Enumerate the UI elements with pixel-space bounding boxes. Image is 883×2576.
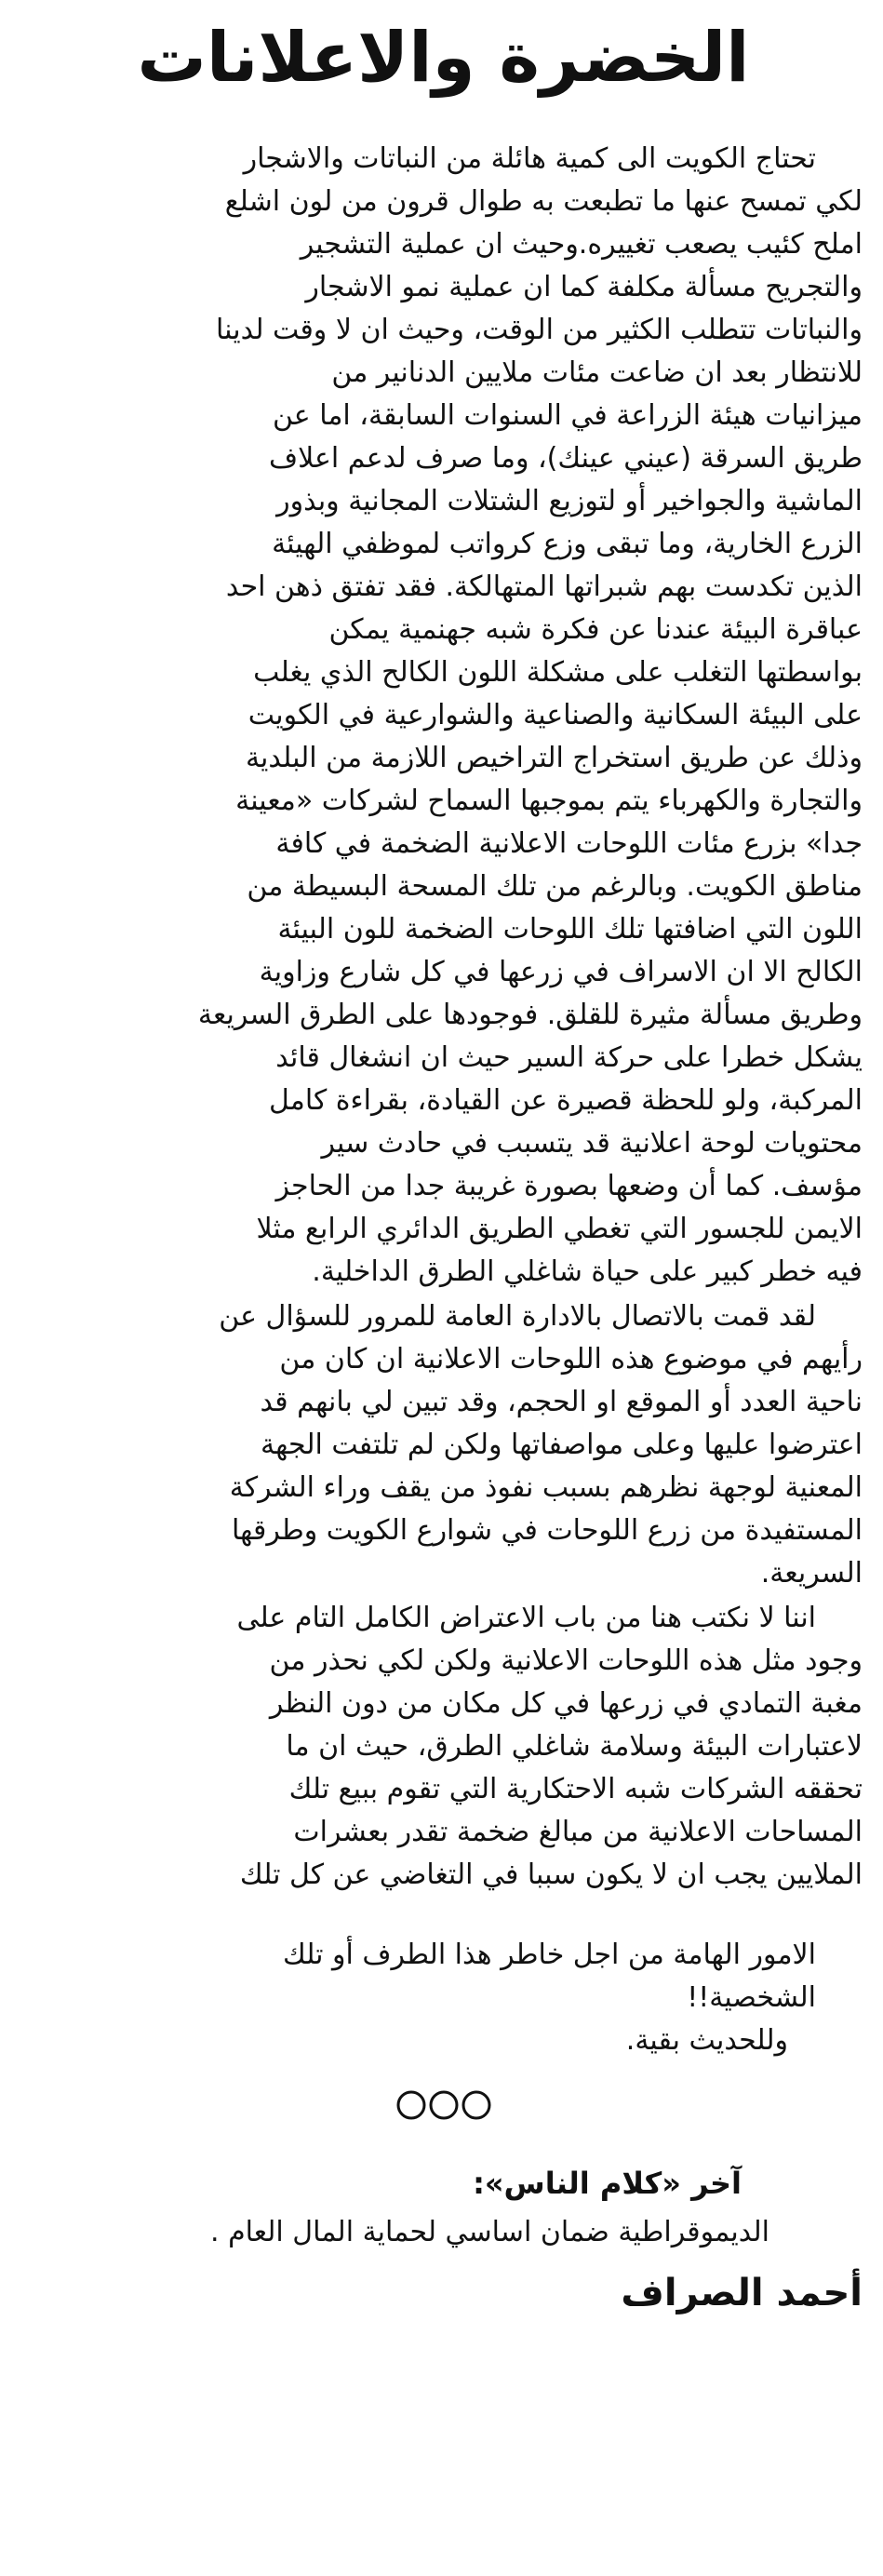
closing-line: وللحديث بقية. [625, 2024, 788, 2057]
paragraph-line: الكالح الا ان الاسراف في زرعها في كل شارع وزاوية [259, 956, 863, 988]
paragraph-line: الماشية والجواخير أو لتوزيع الشتلات المجانية وبذور [276, 485, 863, 517]
paragraph-line: والتجريح مسألة مكلفة كما ان عملية نمو الاشجار [305, 271, 863, 303]
paragraph-3 [24, 1597, 863, 1897]
paragraph-line: للانتظار بعد ان ضاعت مئات ملايين الدنانير من [331, 356, 863, 389]
paragraph-line: عباقرة البيئة عندنا عن فكرة شبه جهنمية يمكن [328, 613, 863, 646]
paragraph-line: الزرع الخارية، وما تبقى وزع كرواتب لموظفي الهيئة [272, 528, 863, 560]
paragraph-line: والنباتات تتطلب الكثير من الوقت، وحيث ان لا وقت لدينا [216, 314, 863, 346]
author-name: أحمد الصراف [621, 2272, 863, 2314]
paragraph-line: وجود مثل هذه اللوحات الاعلانية ولكن لكي نحذر من [269, 1644, 863, 1677]
signoff-block [24, 2161, 863, 2319]
paragraph-line: بواسطتها التغلب على مشكلة اللون الكالح الذي يغلب [253, 656, 863, 689]
paragraph-line: لكي تمسح عنها ما تطبعت به طوال قرون من لون اشلع [224, 185, 863, 218]
paragraph-line: املح كئيب يصعب تغييره.وحيث ان عملية التشجير [300, 228, 863, 261]
paragraph-line: لاعتبارات البيئة وسلامة شاغلي الطرق، حيث ان ما [286, 1730, 863, 1763]
paragraph-line: الايمن للجسور التي تغطي الطريق الدائري الرابع مثلا [256, 1213, 863, 1245]
closing-line: الامور الهامة من اجل خاطر هذا الطرف أو تلك [282, 1939, 816, 1971]
paragraph-line: تحققه الشركات شبه الاحتكارية التي تقوم ببيع تلك [288, 1773, 863, 1805]
paragraph-1 [24, 138, 863, 1294]
paragraph-line: ناحية العدد أو الموقع او الحجم، وقد تبين لي بانهم قد [260, 1386, 863, 1418]
paragraph-line: وذلك عن طريق استخراج التراخيص اللازمة من البلدية [245, 742, 863, 774]
paragraph-line: طريق السرقة (عيني عينك)، وما صرف لدعم اعلاف [269, 442, 863, 475]
closing-line: الشخصية!! [687, 1981, 816, 2014]
paragraph-line: وطريق مسألة مثيرة للقلق. فوجودها على الطرق السريعة [197, 999, 863, 1031]
paragraph-line: المستفيدة من زرع اللوحات في شوارع الكويت وطرقها [232, 1514, 863, 1547]
divider [24, 2086, 863, 2124]
paragraph-line: اننا لا نكتب هنا من باب الاعتراض الكامل التام على [236, 1602, 816, 1634]
paragraph-line: رأيهم في موضوع هذه اللوحات الاعلانية ان كان من [279, 1343, 863, 1375]
paragraph-line: المعنية لوجهة نظرهم بسبب نفوذ من يقف وراء الشركة [229, 1471, 863, 1504]
signoff-heading: آخر «كلام الناس»: [473, 2166, 742, 2201]
paragraph-line: الذين تكدست بهم شبراتها المتهالكة. فقد تفتق ذهن احد [225, 570, 863, 603]
paragraph-line: اللون التي اضافتها تلك اللوحات الضخمة للون البيئة [277, 913, 863, 946]
paragraph-line: على البيئة السكانية والصناعية والشوارعية في الكويت [248, 699, 863, 731]
paragraph-line: اعترضوا عليها وعلى مواصفاتها ولكن لم تلتفت الجهة [261, 1429, 863, 1461]
paragraph-line: السريعة. [760, 1557, 863, 1590]
paragraph-line: فيه خطر كبير على حياة شاغلي الطرق الداخلية. [312, 1255, 863, 1288]
paragraph-line: تحتاج الكويت الى كمية هائلة من النباتات والاشجار [243, 142, 816, 175]
paragraph-line: ميزانيات هيئة الزراعة في السنوات السابقة، اما عن [272, 399, 863, 432]
paragraph-line: المركبة، ولو للحظة قصيرة عن القيادة، بقراءة كامل [269, 1084, 863, 1117]
paragraph-line: يشكل خطرا على حركة السير حيث ان انشغال قائد [275, 1041, 863, 1074]
paragraph-line: مناطق الكويت. وبالرغم من تلك المسحة البسيطة من [247, 870, 863, 903]
paragraph-line: مغبة التمادي في زرعها في كل مكان من دون النظر [269, 1687, 863, 1720]
paragraph-line: والتجارة والكهرباء يتم بموجبها السماح لشركات «معينة [235, 785, 863, 817]
paragraph-line: الملايين يجب ان لا يكون سببا في التغاضي عن كل تلك [239, 1858, 863, 1891]
paragraph-line: لقد قمت بالاتصال بالادارة العامة للمرور للسؤال عن [219, 1300, 816, 1333]
paragraph-2 [24, 1295, 863, 1595]
article-title: الخضرة والاعلانات [137, 18, 750, 98]
signoff-text: الديموقراطية ضمان اساسي لحماية المال العام . [210, 2216, 769, 2248]
closing-remarks [24, 1934, 863, 2062]
paragraph-line: جدا» بزرع مئات اللوحات الاعلانية الضخمة في كافة [275, 827, 863, 860]
three-circles-ornament-icon [393, 2086, 495, 2124]
paragraph-line: المساحات الاعلانية من مبالغ ضخمة تقدر بعشرات [293, 1816, 863, 1848]
paragraph-line: مؤسف. كما أن وضعها بصورة غريبة جدا من الحاجز [275, 1170, 863, 1202]
paragraph-line: محتويات لوحة اعلانية قد يتسبب في حادث سير [321, 1127, 863, 1160]
